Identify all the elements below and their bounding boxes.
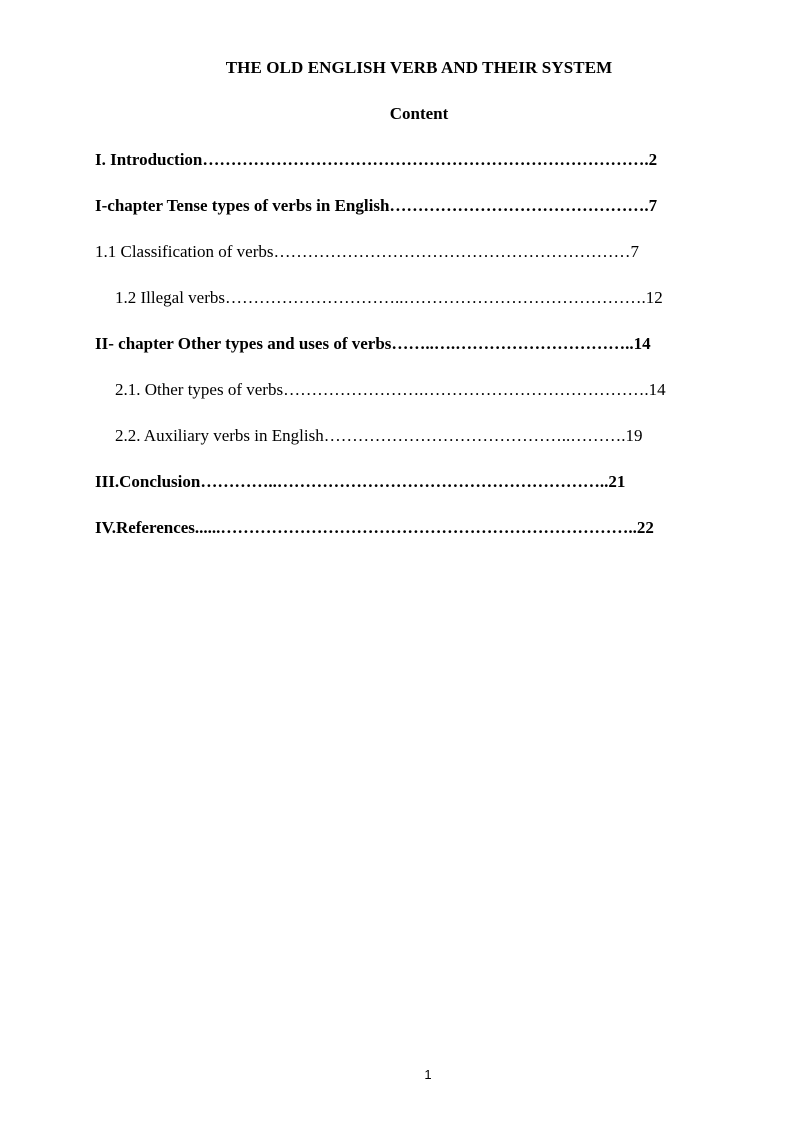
- toc-entry-chapter-1: I-chapter Tense types of verbs in English……………………………………….7: [95, 196, 658, 215]
- page-number: 1: [424, 1067, 432, 1082]
- toc-entry-2-1: 2.1. Other types of verbs…………………….………………………………….14: [115, 380, 666, 399]
- toc-entry-references: IV.References......………………………………………………………………..22: [95, 518, 654, 537]
- toc-entry-conclusion: III.Conclusion…………..…………………………………………………..21: [95, 472, 626, 491]
- toc-entry-1-1: 1.1 Classification of verbs………………………………………………………7: [95, 242, 639, 261]
- toc-entry-1-2: 1.2 Illegal verbs…………………………..…………………………………….12: [115, 288, 663, 307]
- toc-entry-introduction: I. Introduction…………………………………………………………………….2: [95, 150, 658, 169]
- toc-entry-2-2: 2.2. Auxiliary verbs in English……………………………………..……….19: [115, 426, 643, 445]
- toc-entry-chapter-2: II- chapter Other types and uses of verbs……..….…………………………..14: [95, 334, 651, 353]
- toc-heading: Content: [389, 104, 449, 123]
- document-title: THE OLD ENGLISH VERB AND THEIR SYSTEM: [225, 58, 613, 77]
